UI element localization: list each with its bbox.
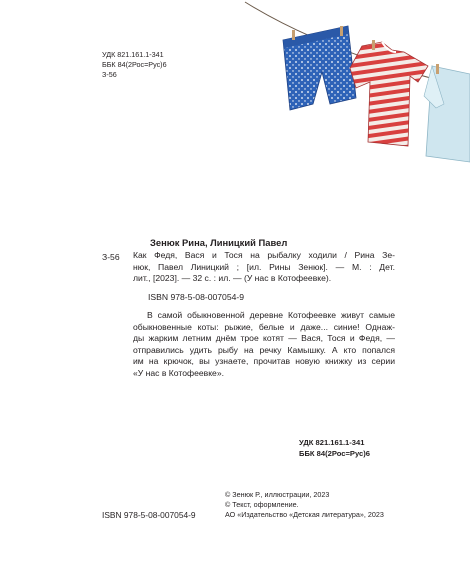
udk-code-bold: УДК 821.161.1-341 xyxy=(299,438,365,447)
udk-code: УДК 821.161.1-341 xyxy=(102,50,164,59)
copyright-block xyxy=(225,490,384,521)
copyright-line: © Зенюк Р., иллюстрации, 2023 xyxy=(225,490,330,499)
annotation-line: «У нас в Котофеевке». xyxy=(133,367,225,378)
annotation xyxy=(133,310,395,380)
catalog-entry-line: Как Федя, Вася и Тося на рыбалку ходили / Рина Зе- xyxy=(133,250,395,260)
clothespin-icon xyxy=(340,26,343,36)
annotation-line: отправились удить рыбу на речку Камышку. А кто попался xyxy=(133,344,395,355)
catalog-entry xyxy=(133,250,395,285)
annotation-line: ды жарким летним днём трое котят — Вася, Тося и Федя, — xyxy=(133,333,395,344)
bbk-code-bold: ББК 84(2Рос=Рус)6 xyxy=(299,449,371,458)
copyright-line: АО «Издательство «Детская литература», 2023 xyxy=(225,510,384,520)
clothespin-icon xyxy=(436,64,439,74)
bbk-code: ББК 84(2Рос=Рус)6 xyxy=(102,60,167,69)
annotation-line: им на крючок, вы узнаете, прочитав новую книжку из серии xyxy=(133,356,395,367)
isbn: ISBN 978-5-08-007054-9 xyxy=(148,292,245,302)
catalog-entry-line: лит., [2023]. — 32 с. : ил. — (У нас в Котофеевке). xyxy=(133,273,332,284)
annotation-line: В самой обыкновенной деревне Котофеевке живут самые xyxy=(147,310,395,320)
shelf-code: З-56 xyxy=(102,252,120,262)
isbn-bottom: ISBN 978-5-08-007054-9 xyxy=(102,510,196,520)
clothespin-icon xyxy=(372,40,375,50)
annotation-line: обыкновенные коты: рыжие, белые и даже... синие! Однаж- xyxy=(133,321,395,332)
light-shirt-icon xyxy=(424,66,470,162)
striped-shirt-icon xyxy=(350,42,428,146)
author-heading: Зенюк Рина, Линицкий Павел xyxy=(150,237,288,248)
laundry-illustration xyxy=(0,0,470,200)
bottom-classification-codes xyxy=(299,437,370,459)
clothespin-icon xyxy=(292,30,295,40)
author-mark: З-56 xyxy=(102,70,117,79)
top-classification-codes xyxy=(102,50,167,80)
catalog-entry-line: нюк, Павел Линицкий ; [ил. Рины Зенюк]. — М. : Дет. xyxy=(133,261,395,272)
copyright-line: © Текст, оформление. xyxy=(225,500,299,510)
